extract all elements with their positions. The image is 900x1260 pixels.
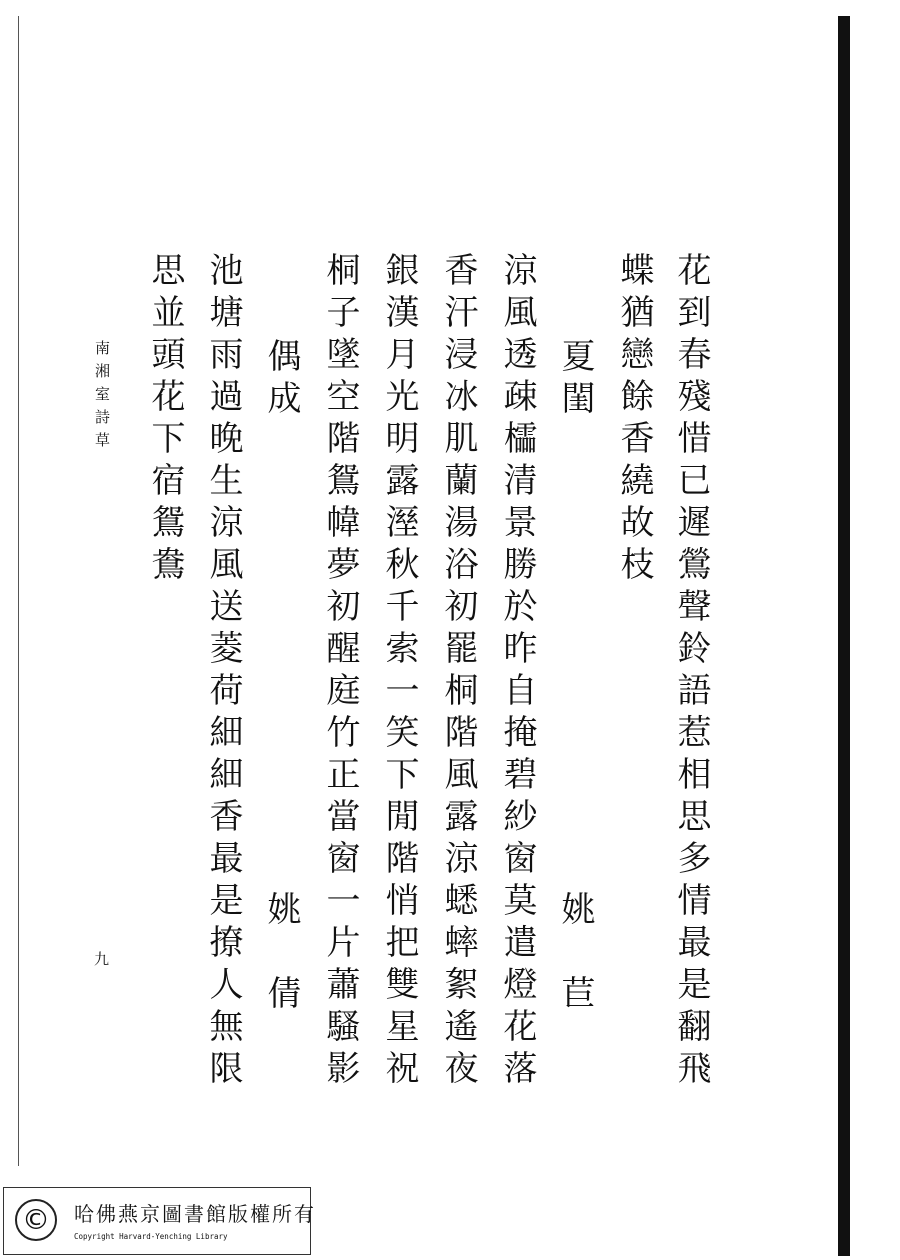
page-edge-line	[18, 16, 19, 1166]
poem-author-yao-qian: 姚 倩	[261, 891, 301, 1017]
poem-title-summer-boudoir: 夏閨	[555, 338, 595, 422]
text-column-5: 涼風透疎櫺清景勝於昨自掩碧紗窗莫遣燈花落	[497, 252, 537, 1092]
text-column-12: 思並頭花下宿鴛鴦	[145, 252, 185, 588]
stamp-chinese-text: 哈佛燕京圖書館版權所有	[74, 1202, 316, 1226]
poem-author-yao-ju: 姚 苣	[555, 891, 595, 1017]
poem-title-impromptu: 偶成	[261, 338, 301, 422]
text-column-8: 桐子墜空階鴛幃夢初醒庭竹正當窗一片蕭騷影	[320, 252, 360, 1092]
page-number: 九	[94, 950, 110, 968]
text-column-1: 花到春殘惜已遲鶯聲鈴語惹相思多情最是翻飛	[671, 252, 711, 1092]
binding-spine	[838, 16, 850, 1256]
stamp-english-text: Copyright Harvard-Yenching Library	[74, 1232, 228, 1241]
text-column-11: 池塘雨過晚生涼風送菱荷細細香最是撩人無限	[203, 252, 243, 1092]
copyright-icon: ©	[15, 1199, 57, 1241]
text-column-2: 蝶猶戀餘香繞故枝	[614, 252, 654, 588]
copyright-stamp	[3, 1187, 316, 1255]
text-column-6: 香汗浸冰肌蘭湯浴初罷桐階風露涼蟋蟀絮遙夜	[438, 252, 478, 1092]
text-column-7: 銀漢月光明露溼秋千索一笑下閒階悄把雙星祝	[379, 252, 419, 1092]
running-head: 南湘室詩草	[93, 340, 111, 455]
